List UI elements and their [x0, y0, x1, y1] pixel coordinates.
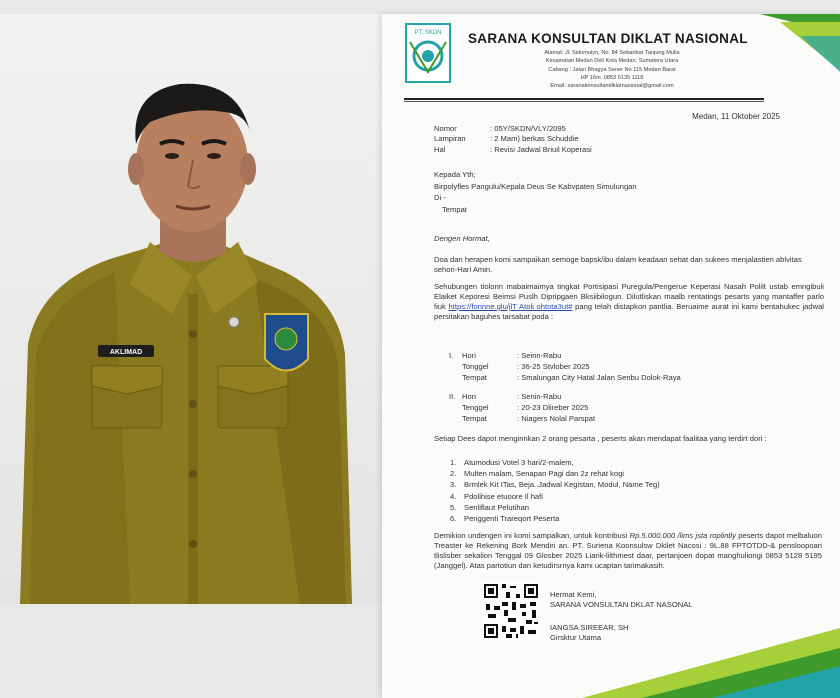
list-item: 1. Atumodusi Votel 3 hari/2-malem, — [450, 458, 574, 467]
facilities-list — [450, 457, 660, 524]
letter-meta — [434, 124, 592, 155]
schedule-batch-1: I. Hori : Seinn-Rabu Tonggel : 36-25 Stvlober 2025 Tempat : Smalungan City Hatal Jalan Seribu Dolok-Raya — [449, 351, 681, 382]
corner-decoration-top — [760, 14, 840, 94]
signature-block — [550, 590, 693, 644]
meta-row-number: Nomor : 05Y/SKDN/VLY/2095 — [434, 124, 566, 133]
letter-date: Medan, 11 Oktober 2025 — [692, 112, 780, 121]
list-item: 6. Penggenti Trareqort Peserta — [450, 514, 560, 524]
list-item: 2. Multen malam, Senapan Pagi dan 2z rehat kogi — [450, 469, 624, 479]
salutation: Dengen Hormat, — [434, 234, 490, 243]
meta-row-subject: Hal : Revisi Jadwal Briuil Koperasi — [434, 144, 592, 154]
qr-code — [482, 582, 540, 640]
letterhead-divider — [404, 98, 764, 100]
list-item: 4. Pdolihise etuoore Il hafi — [450, 491, 543, 501]
schedule-batch-2: II. Hori : Senin-Rabu Tenggel : 20-23 Dlireber 2025 Tempat : Niagers Nolal Parspat — [449, 392, 596, 423]
name-tag: AKLIMAD — [109, 349, 143, 356]
official-portrait-photo — [0, 14, 382, 604]
closing-organization: SARANA VONSULTAN DKLAT NASONAL — [550, 600, 693, 610]
registration-link[interactable]: https://fonnne.glu/jlT Atoli ohtota3ut# — [448, 302, 573, 311]
letterhead-divider-thin — [404, 101, 764, 102]
paragraph-purpose: Sehubungen tiolonn mabaimaimya tingkat Portisipasi Puregula/Pengerue Keperasi Nasah Polilt ustab emngibuli Elaiket Keporesi Beimsi Puslh Dipripgaen Bksiibilogun. Dilutliskan maalb rentatings pesarts yang mantaffer parlo fiuk https://fonnne.glu/jlT Atoli ohtota3ut# pang telah distapkon pantlia. Beruaime aurat ini kami bentahukec jadwal persitakan baguhes tarsabat poda : — [434, 282, 824, 321]
list-item: 5. Senliflaut Pelutihan — [450, 502, 530, 512]
organization-address: Alamat: Jl. Sidomulyo, No. 84 Sebanbar Tanjung Mulia Kecamatan Medan Deli Kota Medan, Sumatera Utara Cabang : Jalan Bhagya Sener No 115 Medan Barat HP 16m. 0853 5135 1118 Email: saranakonsultandiklatnasional@gmail.com — [544, 50, 680, 90]
organization-name: SARANA KONSULTAN DIKLAT NASIONAL — [468, 31, 748, 46]
letter-recipient: Kepada Yth; Birpolyfles Pangulu/Kepala Deus Se Kabvpaten Simulungan Di - Tempat — [434, 170, 637, 214]
logo-text: PT. SKDN — [414, 30, 442, 36]
meta-row-attachment: Lampiran : 2 Mam) berkas Schuddie — [434, 134, 579, 144]
organization-logo — [404, 22, 452, 84]
paragraph-facilities-intro: Setiap Dees dapot menginnkan 2 orang pesarta , peserts akan mendapat faalitaa yang terdirt dori : — [434, 434, 767, 443]
signer-name: IANGSA SIREEAR, SH — [550, 622, 629, 632]
signer-title: Girsktur Utama — [550, 633, 602, 643]
paragraph-closing: Demikion undengen ini komi sampalkan, untuk kontribusi Rp.5.000.000 /lims jsta roplintly peserts dapot melbaluon Treaster ke Rekening Bork Mendiri an. PT. Suriena Koonsulsw Dkilet Nacosi : 9L.88 FPTOTDD-& pensloopoan tlislisber sekalion Tenggal 09 Glosber 2025 Liarik-lilthmest daar, pertanjoen dopat manghuliongi 0853 5128 5195 (Janggel). Atas partotiun dan ketudirsrnya kami ucaptan tarimakasih. — [434, 531, 822, 570]
paragraph-opening: Doa dan herapen komi sampaikan semoge bapsk/ibu dalam keadaan sehat dan sukees menjalastien ablvitas sehori-Hari Amin. — [434, 255, 802, 274]
list-item: 3. Brmlek Kit ITas, Beja..Jadwal Kegistan, Modul, Name Teg) — [450, 480, 660, 490]
official-letter — [382, 14, 840, 698]
closing-greeting: Hermat Kemi, — [550, 590, 597, 599]
